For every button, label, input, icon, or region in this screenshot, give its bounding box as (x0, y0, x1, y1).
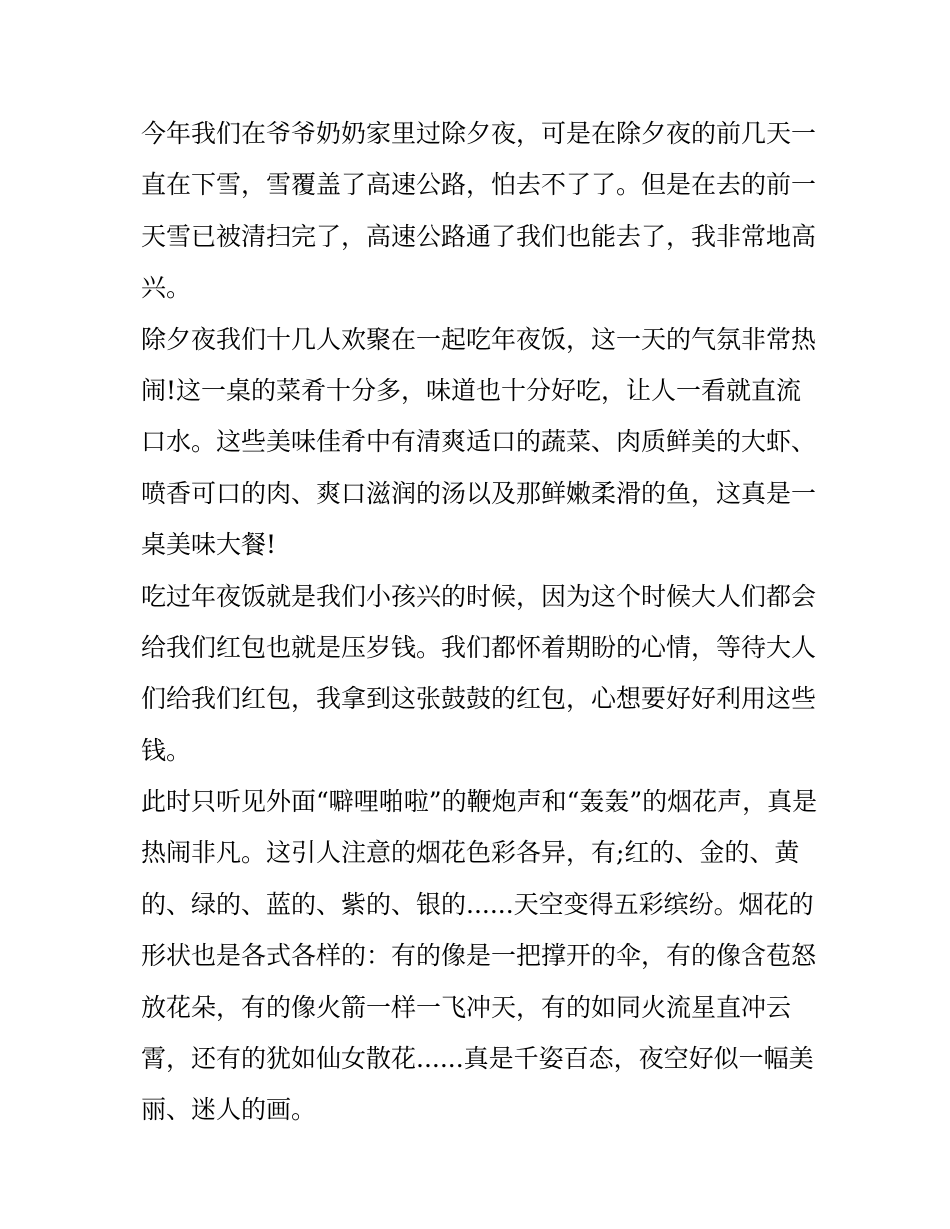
text-line: 兴。 (141, 273, 192, 303)
text-line: 闹!这一桌的菜肴十分多，味道也十分好吃，让人一看就直流 (141, 375, 802, 405)
text-line: 形状也是各式各样的：有的像是一把撑开的伞，有的像含苞怒 (141, 941, 817, 971)
text-line: 喷香可口的肉、爽口滋润的汤以及那鲜嫩柔滑的鱼，这真是一 (141, 478, 817, 508)
text-line: 除夕夜我们十几人欢聚在一起吃年夜饭，这一天的气氛非常热 (141, 324, 817, 354)
document-body (141, 108, 818, 1136)
text-line: 丽、迷人的画。 (141, 1095, 317, 1125)
text-line: 桌美味大餐! (141, 530, 277, 560)
text-line: 吃过年夜饭就是我们小孩兴的时候，因为这个时候大人们都会 (141, 581, 817, 611)
text-line: 钱。 (141, 735, 192, 765)
text-line: 今年我们在爷爷奶奶家里过除夕夜，可是在除夕夜的前几天一 (141, 119, 817, 148)
paragraph-2 (141, 314, 817, 571)
text-line: 的、绿的、蓝的、紫的、银的......天空变得五彩缤纷。烟花的 (141, 889, 814, 919)
paragraph-1 (141, 108, 817, 314)
text-line: 们给我们红包，我拿到这张鼓鼓的红包，心想要好好利用这些 (141, 684, 817, 714)
paragraph-3 (141, 571, 817, 777)
text-line: 给我们红包也就是压岁钱。我们都怀着期盼的心情，等待大人 (141, 632, 817, 662)
text-line: 放花朵，有的像火箭一样一飞冲天，有的如同火流星直冲云 (141, 992, 792, 1022)
text-line: 热闹非凡。这引人注意的烟花色彩各异，有;红的、金的、黄 (141, 838, 800, 868)
text-line: 此时只听见外面“噼哩啪啦”的鞭炮声和“轰轰”的烟花声，真是 (141, 787, 818, 817)
text-line: 天雪已被清扫完了，高速公路通了我们也能去了，我非常地高 (141, 221, 817, 251)
text-line: 口水。这些美味佳肴中有清爽适口的蔬菜、肉质鲜美的大虾、 (141, 427, 817, 457)
paragraph-4 (141, 776, 818, 1136)
text-line: 霄，还有的犹如仙女散花......真是千姿百态，夜空好似一幅美 (141, 1044, 814, 1074)
text-line: 直在下雪，雪覆盖了高速公路，怕去不了了。但是在去的前一 (141, 170, 817, 200)
